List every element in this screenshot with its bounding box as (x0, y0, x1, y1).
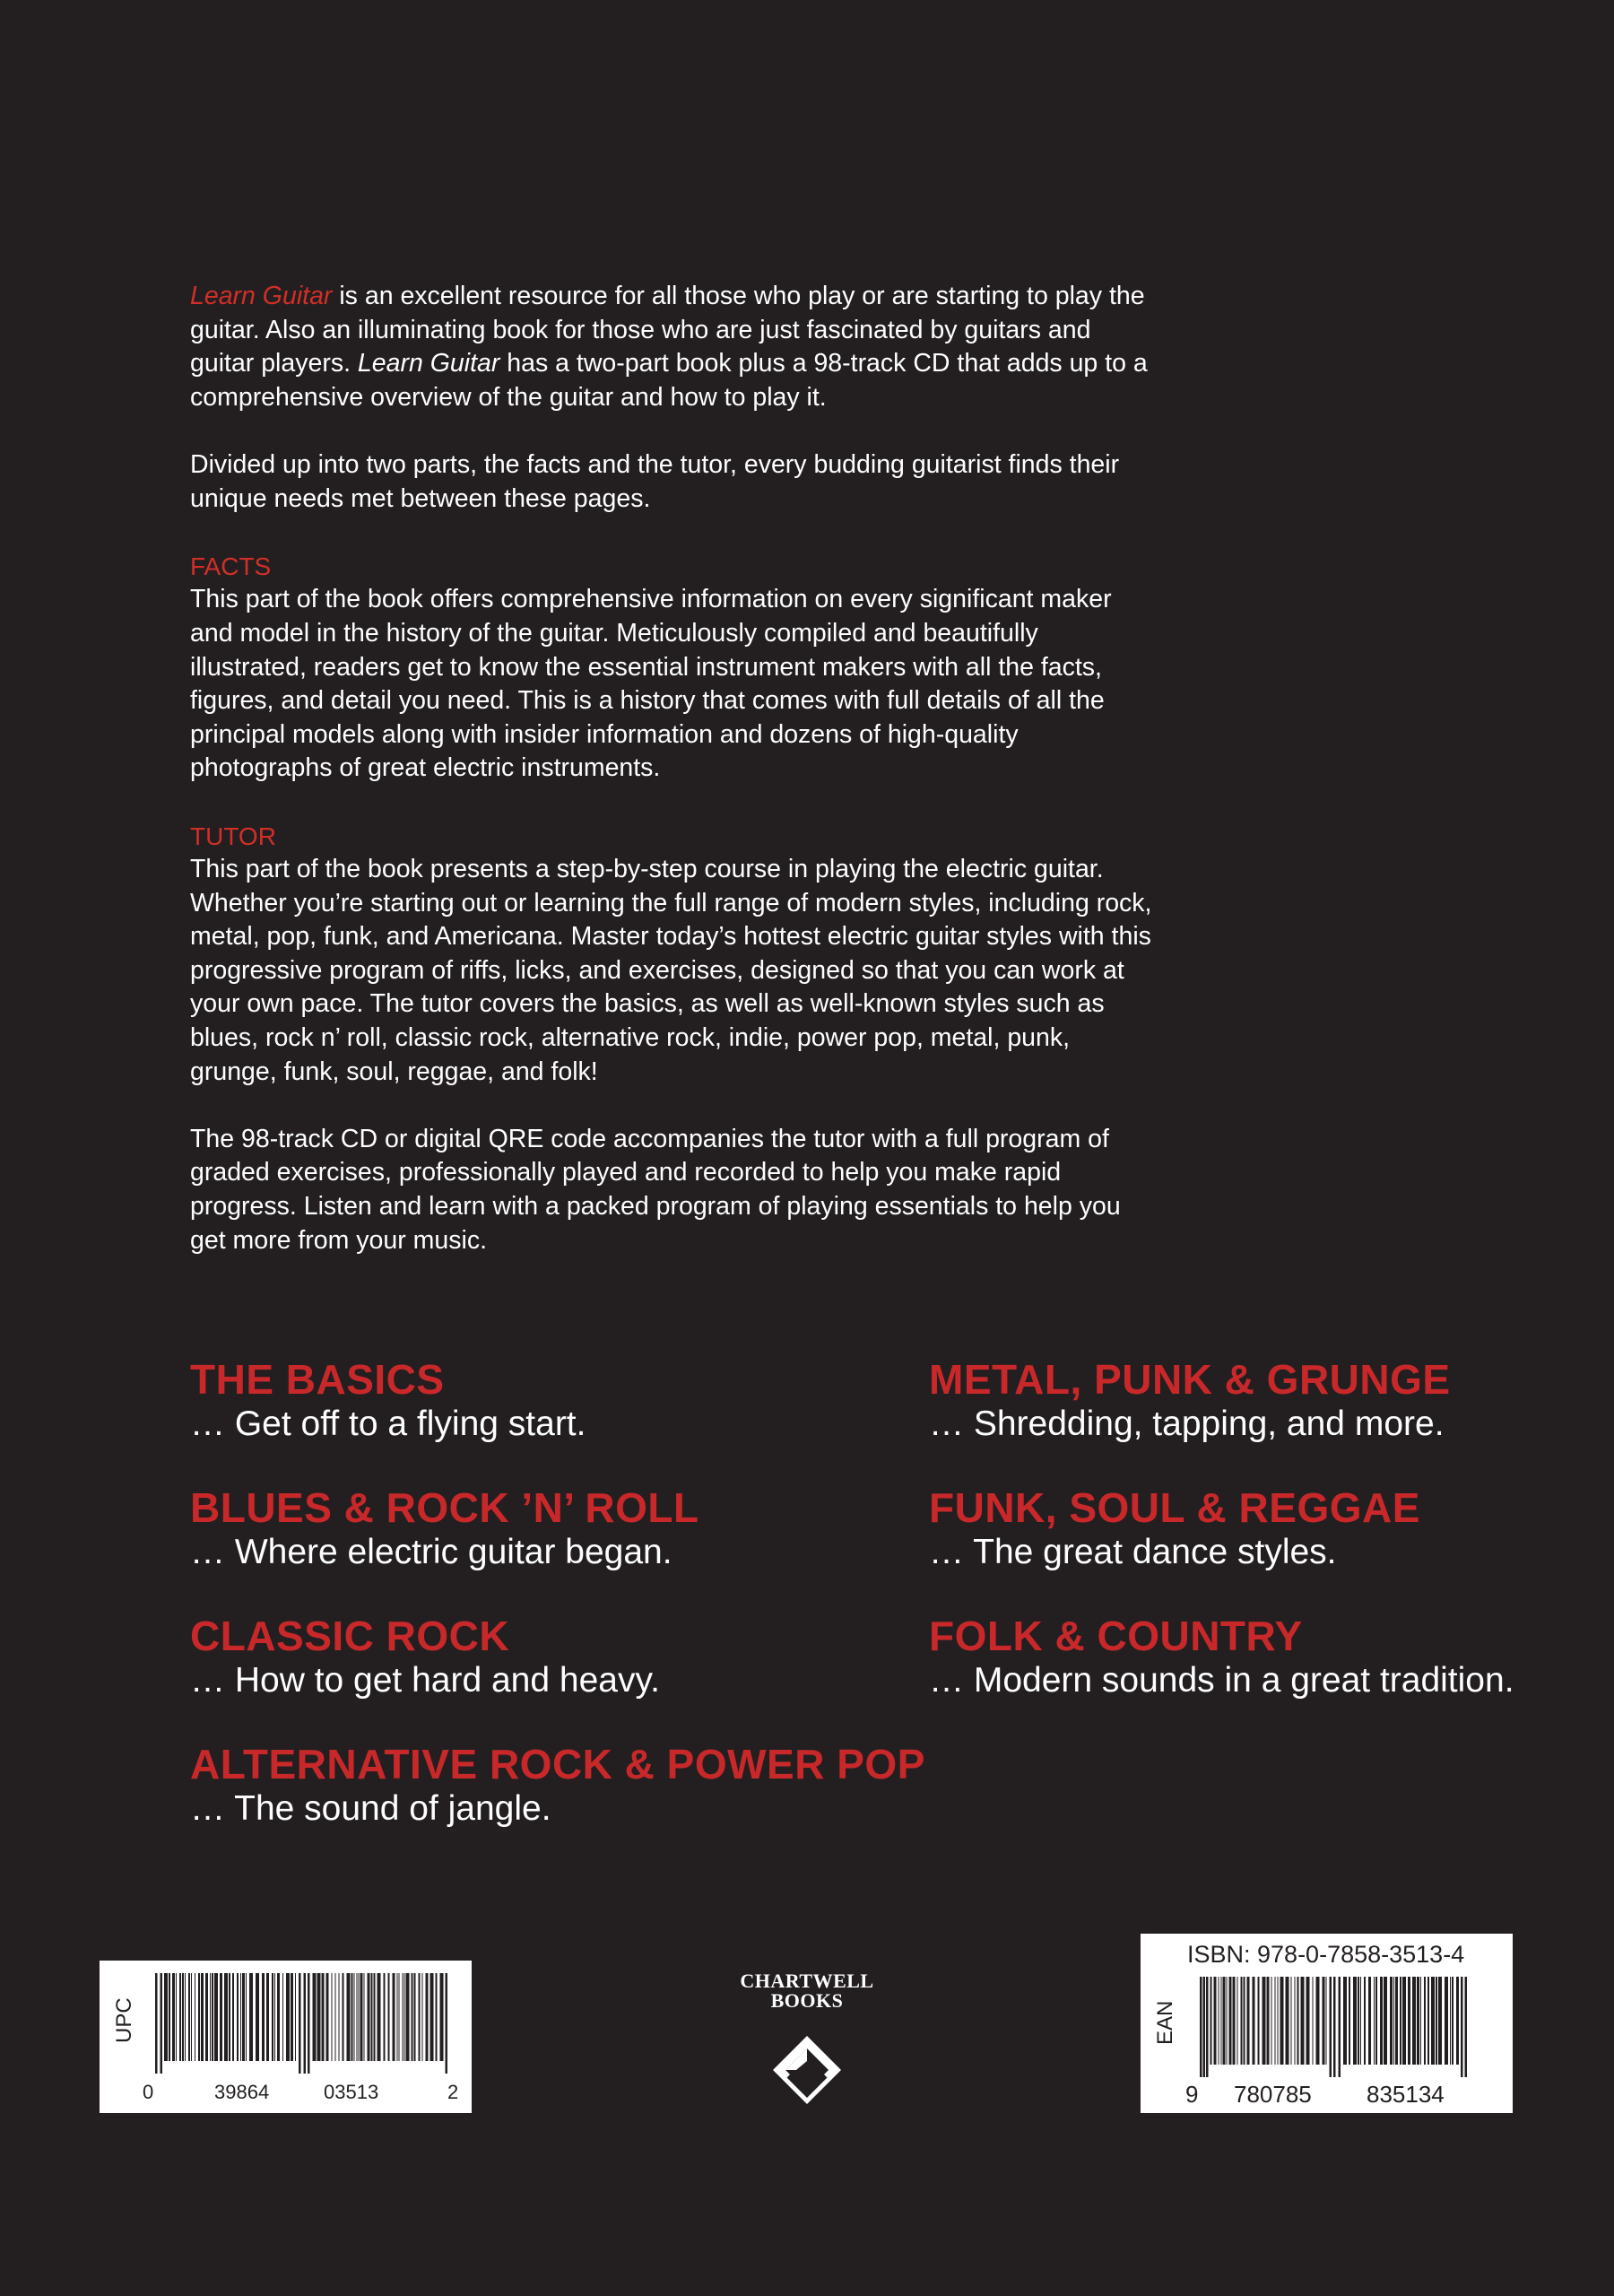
barcode-bar (1343, 1977, 1347, 2065)
barcode-bar (164, 1973, 168, 2061)
barcode-bar (414, 1973, 416, 2061)
barcode-bar (368, 1973, 370, 2061)
barcode-bar (1291, 1977, 1292, 2065)
barcode-bar (440, 1973, 444, 2061)
barcode-bar (1237, 1977, 1238, 2065)
barcode-bar (343, 1973, 344, 2061)
barcode-bar (237, 1973, 239, 2061)
publisher-name-line1: CHARTWELL (740, 1970, 874, 1992)
barcode-bar (1374, 1977, 1375, 2065)
feature-the-basics (190, 1356, 586, 1446)
barcode-bar (272, 1973, 273, 2061)
barcode-bar (1358, 1977, 1359, 2065)
feature-title: BLUES & ROCK ’N’ ROLL (190, 1484, 699, 1531)
barcode-bar (201, 1973, 204, 2061)
barcode-bar (384, 1973, 386, 2061)
barcode-bar (351, 1973, 353, 2061)
barcode-bar (1400, 1977, 1401, 2065)
barcode-bar (1330, 1977, 1332, 2077)
barcode-bar (399, 1973, 400, 2061)
barcode-bar (246, 1973, 247, 2061)
barcode-bar (1420, 1977, 1421, 2065)
barcode-bar (1206, 1977, 1209, 2077)
barcode-bar (436, 1973, 438, 2061)
barcode-bar (393, 1973, 395, 2061)
barcode-bar (1223, 1977, 1226, 2065)
barcode-bar (1461, 1977, 1463, 2077)
barcode-bar (169, 1973, 170, 2061)
barcode-bar (229, 1973, 230, 2061)
feature-title: FOLK & COUNTRY (929, 1613, 1303, 1659)
barcode-bar (371, 1973, 373, 2061)
feature-metal-punk-grunge (929, 1356, 1451, 1446)
barcode-bar (446, 1973, 448, 2074)
book-title-highlight: Learn Guitar (190, 282, 333, 310)
barcode-bar (364, 1973, 365, 2061)
barcode-bar (240, 1973, 241, 2061)
barcode-bar (1286, 1977, 1289, 2065)
feature-title: FUNK, SOUL & REGGAE (929, 1484, 1420, 1531)
barcode-bar (295, 1973, 296, 2061)
barcode-bar (266, 1973, 269, 2061)
barcode-bar (1253, 1977, 1255, 2065)
upc-digit-last: 2 (447, 2081, 459, 2103)
barcode-bar (1375, 1977, 1377, 2065)
barcode-bar (430, 1973, 434, 2061)
ean-digit-first: 9 (1185, 2081, 1199, 2108)
barcode-bar (332, 1973, 333, 2061)
feature-blues-rock-n-roll (190, 1484, 699, 1574)
barcode-bar (347, 1973, 351, 2061)
barcode-bar (1353, 1977, 1357, 2065)
barcode-bar (317, 1973, 321, 2061)
barcode-bar (1313, 1977, 1314, 2065)
barcode-bar (308, 1973, 310, 2074)
upc-bars-icon (155, 1973, 451, 2074)
feature-subtitle: … How to get hard and heavy. (190, 1661, 660, 1700)
barcode-bar (176, 1973, 177, 2061)
barcode-bar (1445, 1977, 1448, 2065)
barcode-bar (1214, 1977, 1217, 2065)
barcode-bar (335, 1973, 336, 2061)
barcode-bar (220, 1973, 222, 2061)
barcode-bar (377, 1973, 381, 2061)
barcode-bar (403, 1973, 404, 2061)
barcode-bar (1349, 1977, 1350, 2065)
barcode-bar (1233, 1977, 1236, 2065)
barcode-bar (406, 1973, 410, 2061)
tutor-heading: TUTOR (190, 822, 276, 850)
cd-paragraph: The 98-track CD or digital QRE code accompanies the tutor with a full program of graded exercises, professionally played and recorded to help you make rapid progress. Listen and learn with a packed program of playing essentials to help you get more from your music. (190, 1124, 1121, 1255)
barcode-bar (1297, 1977, 1299, 2065)
barcode-bar (422, 1973, 423, 2061)
ean-group-left: 780785 (1234, 2081, 1312, 2108)
barcode-bar (1438, 1977, 1442, 2065)
barcode-bar (1339, 1977, 1341, 2077)
facts-section (190, 550, 1158, 786)
barcode-bar (1465, 1977, 1468, 2077)
feature-title: THE BASICS (190, 1356, 445, 1403)
barcode-bar (1456, 1977, 1459, 2065)
upc-group-left: 39864 (214, 2081, 270, 2103)
barcode-bar (155, 1973, 158, 2074)
feature-subtitle: … The great dance styles. (929, 1533, 1337, 1571)
barcode-bar (1210, 1977, 1212, 2065)
barcode-bar (1368, 1977, 1371, 2065)
feature-subtitle: … Get off to a flying start. (190, 1405, 586, 1443)
isbn-number: ISBN: 978-0-7858-3513-4 (1187, 1941, 1465, 1968)
barcode-bar (1244, 1977, 1245, 2065)
barcode-bar (1424, 1977, 1426, 2065)
upc-label: UPC (112, 1997, 136, 2043)
barcode-bar (212, 1973, 213, 2061)
barcode-bar (1263, 1977, 1266, 2065)
barcode-bar (412, 1973, 413, 2061)
barcode-bar (1412, 1977, 1416, 2065)
barcode-bar (1326, 1977, 1327, 2065)
barcode-bar (214, 1973, 218, 2061)
tutor-text: This part of the book presents a step-by-step course in playing the electric guitar. Whether you’re starting out or learning the full range of modern styles, including rock, metal, pop, funk, and Americana. Master today’s hottest electric guitar styles with this progressive program of riffs, licks, and exercises, designed so that you can work at your own pace. The tutor covers the basics, as well as well-known styles such as blues, rock n’ roll, classic rock, alternative rock, indie, power pop, metal, punk, grunge, funk, soul, reggae, and folk! (190, 855, 1152, 1086)
publisher-name-line2: BOOKS (770, 1989, 844, 2012)
barcode-bar (354, 1973, 355, 2061)
publisher-logo (717, 1971, 897, 2116)
ean-label: EAN (1153, 2000, 1177, 2045)
upc-digit-first: 0 (143, 2081, 154, 2103)
barcode-bar (388, 1973, 390, 2061)
barcode-bar (299, 1973, 301, 2074)
barcode-bar (1408, 1977, 1410, 2065)
upc-group-right: 03513 (324, 2081, 379, 2103)
book-title-inline: Learn Guitar (357, 349, 500, 378)
barcode-bar (205, 1973, 208, 2061)
barcode-bar (1247, 1977, 1250, 2065)
upc-barcode (100, 1961, 472, 2113)
barcode-bar (256, 1973, 259, 2061)
barcode-bar (326, 1973, 329, 2061)
barcode-bar (1306, 1977, 1310, 2065)
barcode-bar (374, 1973, 376, 2061)
intro-paragraph: Learn Guitar is an excellent resource for all those who play or are starting to play the guitar. Also an illuminating book for those who are just fascinated by guitars and guitar players. Learn Guitar has a two-part book plus a 98-track CD that adds up to a comprehensive overview of the guitar and how to play it. (190, 282, 1148, 412)
feature-subtitle: … Modern sounds in a great tradition. (929, 1661, 1514, 1700)
ean-bars-icon (1200, 1977, 1469, 2077)
barcode-bar (1364, 1977, 1366, 2065)
barcode-bar (1229, 1977, 1232, 2065)
barcode-bar (282, 1973, 283, 2061)
feature-title: ALTERNATIVE ROCK & POWER POP (190, 1741, 925, 1787)
barcode-bar (1278, 1977, 1279, 2065)
barcode-bar (1316, 1977, 1320, 2065)
barcode-bar (304, 1973, 307, 2074)
barcode-bar (262, 1973, 265, 2061)
barcode-bar (182, 1973, 184, 2061)
ean-group-right: 835134 (1367, 2081, 1445, 2108)
barcode-bar (1275, 1977, 1276, 2065)
barcode-bar (1295, 1977, 1296, 2065)
ean-barcode (1141, 1934, 1513, 2113)
barcode-bar (286, 1973, 290, 2061)
back-cover-description (190, 280, 1158, 1257)
barcode-bar (1402, 1977, 1406, 2065)
barcode-bar (291, 1973, 293, 2061)
feature-folk-country (929, 1613, 1514, 1702)
barcode-bar (249, 1973, 253, 2061)
barcode-bar (1200, 1977, 1202, 2077)
barcode-bar (1227, 1977, 1228, 2065)
barcode-bar (232, 1973, 234, 2061)
barcode-bar (1431, 1977, 1435, 2065)
barcode-bar (277, 1973, 280, 2061)
barcode-bar (1241, 1977, 1243, 2065)
facts-heading: FACTS (190, 552, 272, 580)
barcode-bar (1427, 1977, 1429, 2065)
feature-subtitle: … The sound of jangle. (190, 1789, 551, 1828)
barcode-bar (1384, 1977, 1387, 2065)
barcode-bar (1360, 1977, 1361, 2065)
barcode-bar (1323, 1977, 1325, 2065)
barcode-bar (242, 1973, 245, 2061)
barcode-bar (426, 1973, 429, 2061)
barcode-bar (1452, 1977, 1453, 2065)
chartwell-chevron-logo-icon (762, 2031, 852, 2111)
barcode-bar (191, 1973, 192, 2061)
barcode-bar (172, 1973, 175, 2061)
feature-subtitle: … Shredding, tapping, and more. (929, 1405, 1445, 1443)
barcode-bar (185, 1973, 186, 2061)
barcode-bar (179, 1973, 181, 2061)
barcode-bar (313, 1973, 317, 2061)
barcode-bar (1203, 1977, 1206, 2077)
feature-classic-rock (190, 1613, 660, 1702)
barcode-bar (1417, 1977, 1419, 2065)
tutor-section (190, 820, 1158, 1090)
divided-paragraph: Divided up into two parts, the facts and the tutor, every budding guitarist finds their unique needs met between these pages. (190, 449, 1120, 513)
barcode-bar (1271, 1977, 1272, 2065)
barcode-bar (1450, 1977, 1451, 2065)
barcode-bar (404, 1973, 405, 2061)
facts-text: This part of the book offers comprehensive information on every significant maker and model in the history of the guitar. Meticulously compiled and beautifully illustrated, readers get to know the essential instrument makers with all the facts, figures, and detail you need. This is a history that comes with full details of all the principal models along with insider information and dozens of high-quality photographs of great electric instruments. (190, 585, 1112, 783)
barcode-bar (1380, 1977, 1383, 2065)
barcode-bar (397, 1973, 398, 2061)
barcode-bar (274, 1973, 275, 2061)
feature-title: METAL, PUNK & GRUNGE (929, 1356, 1451, 1403)
barcode-bar (1221, 1977, 1222, 2065)
barcode-bar (1280, 1977, 1284, 2065)
barcode-bar (1393, 1977, 1394, 2065)
barcode-bar (188, 1973, 190, 2061)
feature-alternative-rock-power-pop (190, 1741, 925, 1831)
barcode-bar (1258, 1977, 1260, 2065)
barcode-bar (161, 1973, 163, 2074)
feature-subtitle: … Where electric guitar began. (190, 1533, 672, 1571)
feature-funk-soul-reggae (929, 1484, 1420, 1574)
feature-title: CLASSIC ROCK (190, 1613, 510, 1659)
barcode-bar (1395, 1977, 1398, 2065)
barcode-bar (1301, 1977, 1305, 2065)
barcode-bar (360, 1973, 363, 2061)
barcode-bar (1267, 1977, 1270, 2065)
barcode-bar (198, 1973, 200, 2061)
barcode-bar (419, 1973, 421, 2061)
barcode-bar (210, 1973, 211, 2061)
barcode-bar (1436, 1977, 1437, 2065)
barcode-bar (357, 1973, 358, 2061)
barcode-bar (1390, 1977, 1393, 2065)
barcode-bar (1333, 1977, 1336, 2077)
barcode-bar (339, 1973, 340, 2061)
barcode-bar (322, 1973, 325, 2061)
barcode-bar (224, 1973, 228, 2061)
barcode-bar (359, 1973, 360, 2061)
